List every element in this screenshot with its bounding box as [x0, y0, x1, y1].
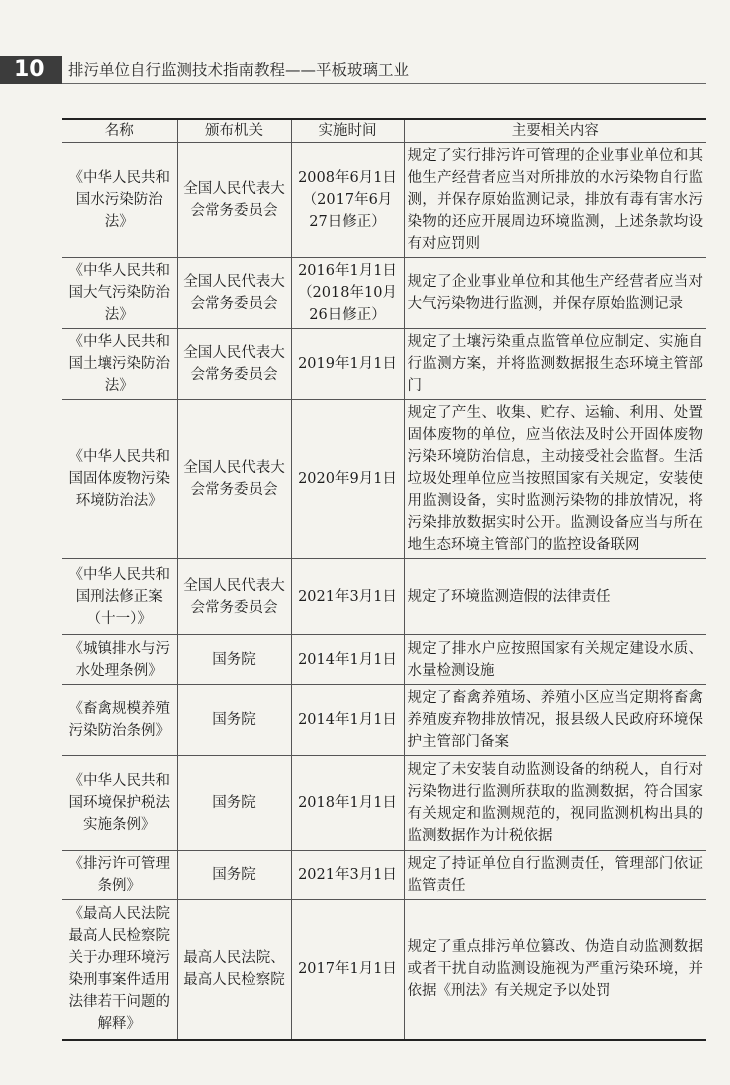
cell-content: 规定了土壤污染重点监管单位应制定、实施自行监测方案，并将监测数据报生态环境主管部门 — [404, 329, 706, 400]
cell-date: 2014年1月1日 — [291, 685, 404, 756]
table-row — [62, 329, 706, 400]
page-number-badge — [0, 56, 62, 84]
cell-content: 规定了持证单位自行监测责任，管理部门依证监管责任 — [404, 851, 706, 900]
cell-agency: 全国人民代表大会常务委员会 — [177, 258, 291, 329]
cell-content: 规定了畜禽养殖场、养殖小区应当定期将畜禽养殖废弃物排放情况，报县级人民政府环境保护主管部门备案 — [404, 685, 706, 756]
cell-content: 规定了企业事业单位和其他生产经营者应当对大气污染物进行监测，并保存原始监测记录 — [404, 258, 706, 329]
cell-agency: 国务院 — [177, 685, 291, 756]
table-row — [62, 900, 706, 1040]
cell-date: 2016年1月1日（2018年10月26日修正） — [291, 258, 404, 329]
cell-date: 2019年1月1日 — [291, 329, 404, 400]
column-header-content: 主要相关内容 — [404, 119, 706, 143]
cell-agency: 国务院 — [177, 756, 291, 851]
table-row — [62, 258, 706, 329]
cell-name: 《中华人民共和国刑法修正案（十一）》 — [62, 559, 177, 635]
cell-name: 《最高人民法院最高人民检察院关于办理环境污染刑事案件适用法律若干问题的解释》 — [62, 900, 177, 1040]
table-row — [62, 400, 706, 559]
cell-date: 2018年1月1日 — [291, 756, 404, 851]
table-row — [62, 143, 706, 258]
header-rule — [62, 83, 706, 84]
column-header-date: 实施时间 — [291, 119, 404, 143]
table-header-row — [62, 119, 706, 143]
cell-name: 《中华人民共和国水污染防治法》 — [62, 143, 177, 258]
table-row — [62, 635, 706, 685]
cell-content: 规定了产生、收集、贮存、运输、利用、处置固体废物的单位，应当依法及时公开固体废物污染环境防治信息，主动接受社会监督。生活垃圾处理单位应当按照国家有关规定，安装使用监测设备，实时监测污染物的排放情况，将污染排放数据实时公开。监测设备应当与所在地生态环境主管部门的监控设备联网 — [404, 400, 706, 559]
cell-agency: 全国人民代表大会常务委员会 — [177, 400, 291, 559]
cell-name: 《排污许可管理条例》 — [62, 851, 177, 900]
cell-name: 《畜禽规模养殖污染防治条例》 — [62, 685, 177, 756]
cell-agency: 全国人民代表大会常务委员会 — [177, 329, 291, 400]
cell-content: 规定了实行排污许可管理的企业事业单位和其他生产经营者应当对所排放的水污染物自行监测，并保存原始监测记录，排放有毒有害水污染物的还应开展周边环境监测，上述条款均设有对应罚则 — [404, 143, 706, 258]
cell-agency: 全国人民代表大会常务委员会 — [177, 559, 291, 635]
regulations-table — [62, 118, 706, 1041]
cell-agency: 国务院 — [177, 851, 291, 900]
cell-content: 规定了环境监测造假的法律责任 — [404, 559, 706, 635]
column-header-agency: 颁布机关 — [177, 119, 291, 143]
cell-date: 2021年3月1日 — [291, 851, 404, 900]
cell-date: 2008年6月1日（2017年6月27日修正） — [291, 143, 404, 258]
table-row — [62, 756, 706, 851]
cell-date: 2017年1月1日 — [291, 900, 404, 1040]
cell-name: 《城镇排水与污水处理条例》 — [62, 635, 177, 685]
cell-content: 规定了未安装自动监测设备的纳税人，自行对污染物进行监测所获取的监测数据，符合国家有关规定和监测规范的，视同监测机构出具的监测数据作为计税依据 — [404, 756, 706, 851]
page-number: 10 — [14, 57, 45, 82]
cell-content: 规定了重点排污单位篡改、伪造自动监测数据或者干扰自动监测设施视为严重污染环境，并依据《刑法》有关规定予以处罚 — [404, 900, 706, 1040]
cell-date: 2021年3月1日 — [291, 559, 404, 635]
page-header — [0, 52, 730, 88]
cell-agency: 全国人民代表大会常务委员会 — [177, 143, 291, 258]
cell-name: 《中华人民共和国固体废物污染环境防治法》 — [62, 400, 177, 559]
table-row — [62, 685, 706, 756]
cell-name: 《中华人民共和国大气污染防治法》 — [62, 258, 177, 329]
cell-name: 《中华人民共和国环境保护税法实施条例》 — [62, 756, 177, 851]
cell-name: 《中华人民共和国土壤污染防治法》 — [62, 329, 177, 400]
cell-agency: 最高人民法院、最高人民检察院 — [177, 900, 291, 1040]
column-header-name: 名称 — [62, 119, 177, 143]
cell-date: 2020年9月1日 — [291, 400, 404, 559]
table-row — [62, 559, 706, 635]
cell-agency: 国务院 — [177, 635, 291, 685]
cell-content: 规定了排水户应按照国家有关规定建设水质、水量检测设施 — [404, 635, 706, 685]
table-row — [62, 851, 706, 900]
cell-date: 2014年1月1日 — [291, 635, 404, 685]
running-title: 排污单位自行监测技术指南教程——平板玻璃工业 — [68, 61, 410, 79]
